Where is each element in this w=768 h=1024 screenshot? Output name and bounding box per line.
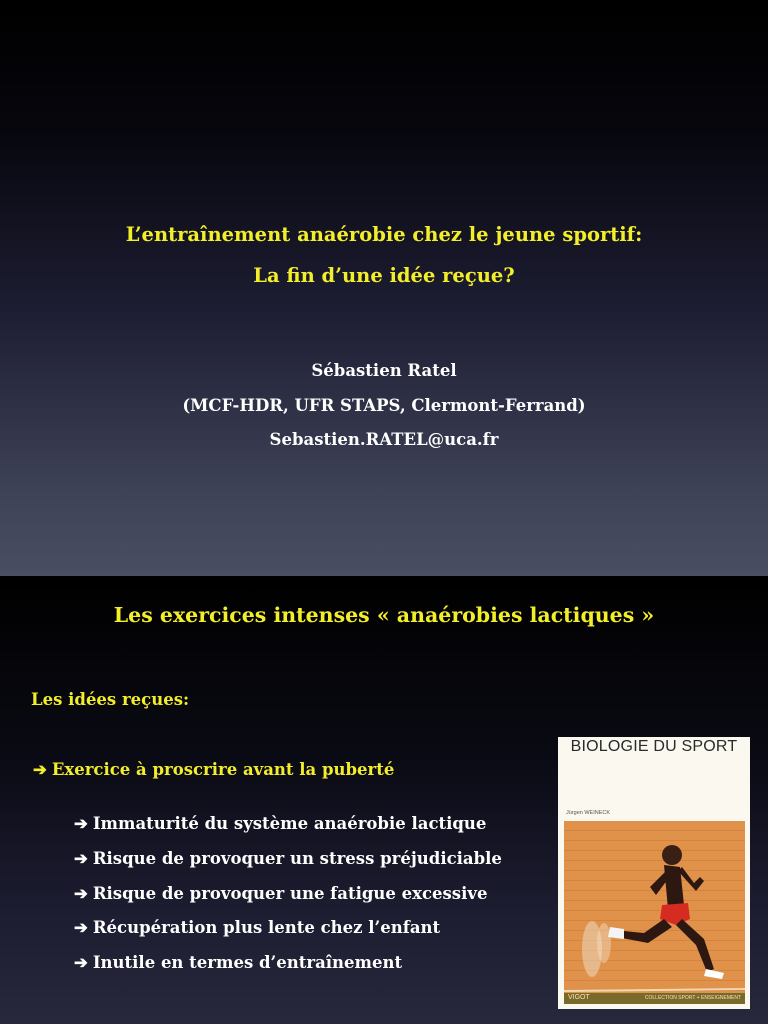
author-affiliation: (MCF-HDR, UFR STAPS, Clermont-Ferrand)	[182, 396, 586, 415]
book-title: BIOLOGIE DU SPORT	[570, 738, 738, 755]
arrow-right-icon: ➔	[74, 918, 88, 937]
sub-bullet	[74, 849, 502, 868]
arrow-right-icon: ➔	[74, 849, 88, 868]
author-name: Sébastien Ratel	[311, 361, 457, 380]
sub-bullet	[74, 918, 440, 937]
sub-bullet	[74, 884, 487, 903]
sub-bullet-text: Immaturité du système anaérobie lactique	[92, 814, 487, 833]
runner-illustration	[564, 821, 745, 1004]
book-collection: COLLECTION SPORT + ENSEIGNEMENT	[644, 995, 741, 1001]
slide-title: Les exercices intenses « anaérobies lactiques »	[113, 603, 655, 627]
main-bullet	[33, 760, 394, 779]
author-email: Sebastien.RATEL@uca.fr	[269, 430, 499, 449]
section-subheading: Les idées reçues:	[31, 690, 190, 709]
sub-bullet-text: Risque de provoquer un stress préjudiciable	[92, 849, 502, 868]
arrow-right-icon: ➔	[74, 953, 88, 972]
arrow-right-icon: ➔	[74, 884, 88, 903]
arrow-right-icon: ➔	[33, 760, 47, 779]
presentation-title-line1: L’entraînement anaérobie chez le jeune sportif:	[125, 223, 643, 246]
sub-bullet-text: Risque de provoquer une fatigue excessive	[92, 884, 488, 903]
sub-bullet	[74, 814, 486, 833]
sub-bullet-text: Inutile en termes d’entraînement	[92, 953, 403, 972]
sub-bullet	[74, 953, 402, 972]
arrow-right-icon: ➔	[74, 814, 88, 833]
runner-photo	[564, 821, 745, 1004]
sub-bullet-text: Récupération plus lente chez l’enfant	[92, 918, 441, 937]
presentation-title-line2: La fin d’une idée reçue?	[253, 264, 515, 287]
book-publisher: VIGOT	[568, 994, 590, 1001]
main-bullet-text: Exercice à proscrire avant la puberté	[51, 760, 395, 779]
book-publisher-band	[564, 993, 745, 1004]
book-cover-image	[558, 737, 750, 1009]
book-author: Jürgen WEINECK	[566, 810, 611, 816]
